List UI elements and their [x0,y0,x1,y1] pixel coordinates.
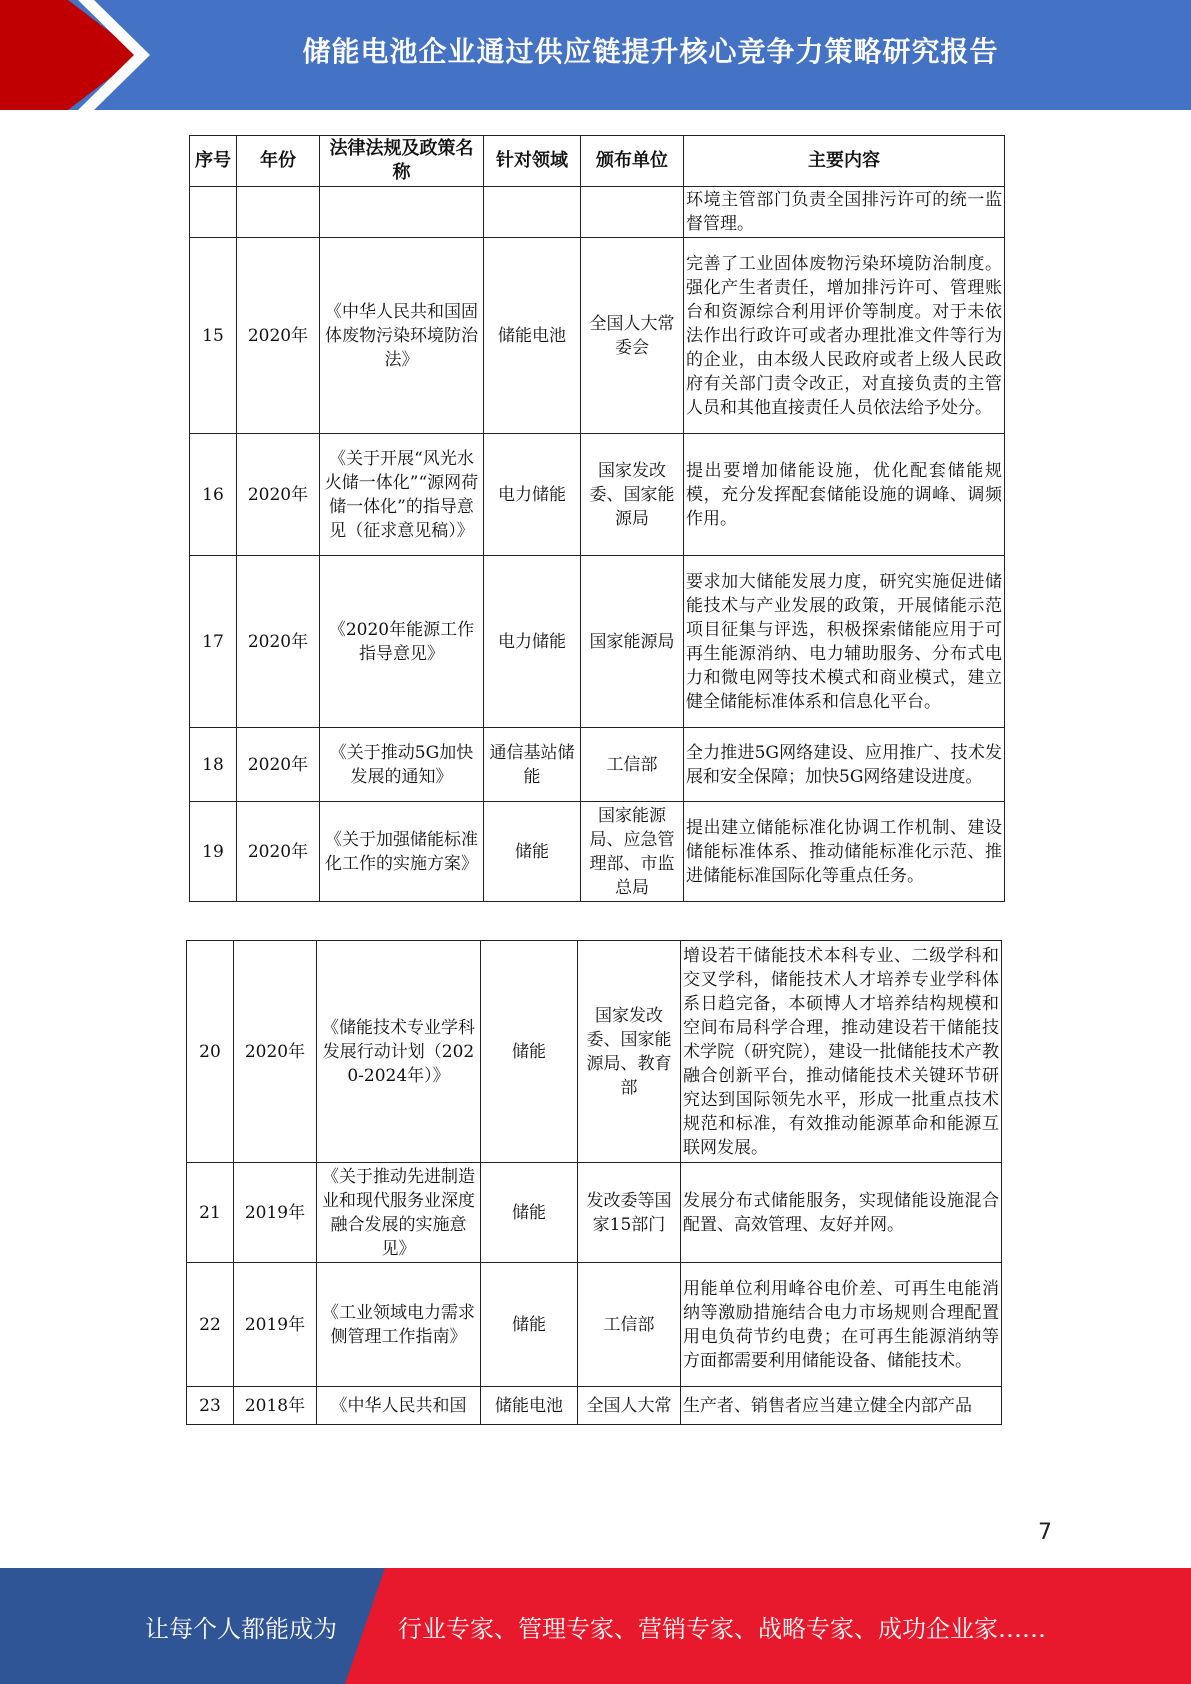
cell-name: 《工业领域电力需求侧管理工作指南》 [317,1263,481,1387]
header-field: 针对领域 [484,136,581,187]
cell-field: 储能 [481,941,578,1163]
cell-name: 《储能技术专业学科发展行动计划（2020-2024年）》 [317,941,481,1163]
cell-content: 提出要增加储能设施，优化配套储能规模，充分发挥配套储能设施的调峰、调频作用。 [684,434,1005,556]
cell-content: 增设若干储能技术本科专业、二级学科和交叉学科，储能技术人才培养专业学科体系日趋完备，本硕博人才培养结构规模和空间布局科学合理，推动建设若干储能技术学院（研究院），建设一批储能技术产教融合创新平台，推动储能技术关键环节研究达到国际领先水平，形成一批重点技术规范和标准，有效推动能源革命和能源互联网发展。 [681,941,1002,1163]
cell-year: 2019年 [234,1163,317,1263]
cell-year: 2019年 [234,1263,317,1387]
cell-name: 《关于推动5G加快发展的通知》 [320,728,484,802]
page-header [0,0,1191,110]
page-number: 7 [1038,1520,1052,1545]
table-row [187,1387,1002,1425]
cell-issuer: 工信部 [578,1263,681,1387]
cell-year [237,187,320,238]
table-row [190,556,1005,728]
cell-no: 17 [190,556,237,728]
cell-content: 要求加大储能发展力度，研究实施促进储能技术与产业发展的政策，开展储能示范项目征集与评选，积极探索储能应用于可再生能源消纳、电力辅助服务、分布式电力和微电网等技术模式和商业模式，建立健全储能标准体系和信息化平台。 [684,556,1005,728]
policy-table-part1 [189,135,1005,902]
cell-field [484,187,581,238]
policy-table-part2 [186,940,1002,1425]
cell-issuer [581,187,684,238]
cell-name: 《关于推动先进制造业和现代服务业深度融合发展的实施意见》 [317,1163,481,1263]
cell-field: 储能 [481,1163,578,1263]
cell-content: 全力推进5G网络建设、应用推广、技术发展和安全保障；加快5G网络建设进度。 [684,728,1005,802]
cell-name: 《中华人民共和国固体废物污染环境防治法》 [320,238,484,434]
cell-no: 19 [190,802,237,902]
cell-content: 用能单位利用峰谷电价差、可再生电能消纳等激励措施结合电力市场规则合理配置用电负荷节约电费；在可再生能源消纳等方面都需要利用储能设备、储能技术。 [681,1263,1002,1387]
header-name: 法律法规及政策名称 [320,136,484,187]
table-row [190,187,1005,238]
cell-no [190,187,237,238]
report-title: 储能电池企业通过供应链提升核心竞争力策略研究报告 [302,35,999,68]
cell-year: 2020年 [237,556,320,728]
cell-year: 2020年 [237,728,320,802]
cell-field: 通信基站储能 [484,728,581,802]
footer-slogan-right: 行业专家、管理专家、营销专家、战略专家、成功企业家…… [398,1614,1046,1643]
header-year: 年份 [237,136,320,187]
page-footer [0,1568,1191,1684]
table-row [190,728,1005,802]
cell-content: 生产者、销售者应当建立健全内部产品 [681,1387,1002,1425]
cell-no: 16 [190,434,237,556]
table-row [187,1263,1002,1387]
cell-name [320,187,484,238]
cell-year: 2018年 [234,1387,317,1425]
cell-no: 15 [190,238,237,434]
cell-field: 储能电池 [484,238,581,434]
cell-name: 《2020年能源工作指导意见》 [320,556,484,728]
table-row [190,238,1005,434]
cell-no: 20 [187,941,234,1163]
cell-issuer: 发改委等国家15部门 [578,1163,681,1263]
header-content: 主要内容 [684,136,1005,187]
table-row [187,1163,1002,1263]
cell-year: 2020年 [234,941,317,1163]
cell-field: 储能 [484,802,581,902]
cell-content: 发展分布式储能服务，实现储能设施混合配置、高效管理、友好并网。 [681,1163,1002,1263]
cell-year: 2020年 [237,434,320,556]
cell-content: 环境主管部门负责全国排污许可的统一监督管理。 [684,187,1005,238]
cell-field: 储能电池 [481,1387,578,1425]
cell-field: 储能 [481,1263,578,1387]
table-header-row [190,136,1005,187]
cell-content: 提出建立储能标准化协调工作机制、建设储能标准体系、推动储能标准化示范、推进储能标准国际化等重点任务。 [684,802,1005,902]
cell-content: 完善了工业固体废物污染环境防治制度。强化产生者责任，增加排污许可、管理账台和资源综合利用评价等制度。对于未依法作出行政许可或者办理批准文件等行为的企业，由本级人民政府或者上级人民政府有关部门责令改正，对直接负责的主管人员和其他直接责任人员依法给予处分。 [684,238,1005,434]
cell-name: 《关于加强储能标准化工作的实施方案》 [320,802,484,902]
cell-name: 《关于开展“风光水火储一体化”“源网荷储一体化”的指导意见（征求意见稿）》 [320,434,484,556]
cell-year: 2020年 [237,238,320,434]
cell-no: 23 [187,1387,234,1425]
footer-slogan-left: 让每个人都能成为 [145,1614,337,1643]
header-red-block [0,0,140,110]
cell-issuer: 国家发改委、国家能源局 [581,434,684,556]
header-no: 序号 [190,136,237,187]
header-issuer: 颁布单位 [581,136,684,187]
cell-issuer: 国家能源局 [581,556,684,728]
cell-issuer: 国家能源局、应急管理部、市监总局 [581,802,684,902]
cell-field: 电力储能 [484,556,581,728]
table-row [187,941,1002,1163]
cell-year: 2020年 [237,802,320,902]
cell-field: 电力储能 [484,434,581,556]
cell-issuer: 全国人大常委会 [581,238,684,434]
cell-issuer: 工信部 [581,728,684,802]
cell-no: 21 [187,1163,234,1263]
cell-no: 18 [190,728,237,802]
cell-name: 《中华人民共和国 [317,1387,481,1425]
cell-no: 22 [187,1263,234,1387]
table-row [190,802,1005,902]
table-row [190,434,1005,556]
cell-issuer: 全国人大常 [578,1387,681,1425]
cell-issuer: 国家发改委、国家能源局、教育部 [578,941,681,1163]
